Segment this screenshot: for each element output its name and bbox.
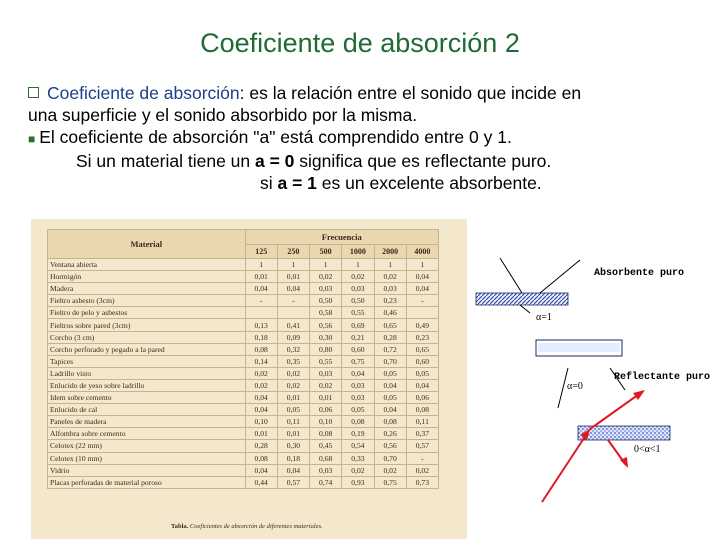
coefficient-cell: 0,55: [342, 307, 374, 319]
label-alpha-1: α=1: [536, 312, 552, 323]
coefficient-cell: 0,08: [245, 343, 277, 355]
coefficient-cell: 0,04: [374, 404, 406, 416]
text-line-5: [28, 172, 708, 194]
coefficient-cell: 0,18: [277, 452, 309, 464]
coefficient-cell: 0,03: [342, 379, 374, 391]
coefficient-cell: 0,75: [374, 476, 406, 488]
material-cell: Vidrio: [48, 464, 246, 476]
table-row: [48, 307, 439, 319]
red-arrow-reflected: [590, 392, 642, 429]
absorbent-transmit-ray: [520, 305, 530, 313]
reflective-band-inner: [538, 343, 620, 352]
coefficient-cell: 0,33: [342, 452, 374, 464]
label-absorbente-puro: Absorbente puro: [594, 268, 685, 279]
coefficient-cell: 0,70: [374, 452, 406, 464]
label-reflectante-puro: Reflectante puro: [614, 372, 711, 383]
coefficient-cell: 0,02: [310, 271, 342, 283]
table-row: [48, 343, 439, 355]
header-freq-250: 250: [277, 245, 309, 259]
red-arrow-incident: [542, 429, 590, 502]
term-coeficiente: Coeficiente de absorción: [47, 83, 240, 103]
coefficient-cell: 0,02: [374, 464, 406, 476]
coefficient-cell: -: [277, 295, 309, 307]
coefficient-cell: 0,05: [342, 404, 374, 416]
material-cell: Hormigón: [48, 271, 246, 283]
absorption-table-image: [31, 219, 467, 539]
material-cell: Paneles de madera: [48, 416, 246, 428]
coefficient-cell: 0,03: [342, 283, 374, 295]
header-freq-125: 125: [245, 245, 277, 259]
header-frecuencia: Frecuencia: [245, 230, 438, 245]
coefficient-cell: -: [245, 295, 277, 307]
coefficient-cell: 0,05: [374, 367, 406, 379]
text-pre-a1: si: [260, 173, 278, 193]
label-alpha-0: α=0: [567, 381, 583, 392]
coefficient-cell: 0,44: [245, 476, 277, 488]
text-line-4: [28, 150, 708, 172]
table-row: [48, 355, 439, 367]
coefficient-cell: 0,68: [310, 452, 342, 464]
text-post-a1: es un excelente absorbente.: [316, 173, 542, 193]
table-caption: Tabla. Coeficientes de absorción de diferentes materiales.: [171, 523, 323, 530]
table-row: [48, 392, 439, 404]
absorbent-incident-ray-2: [540, 260, 580, 293]
table-row: [48, 295, 439, 307]
coefficient-cell: 1: [374, 259, 406, 271]
coefficient-cell: 0,09: [277, 331, 309, 343]
range-text: El coeficiente de absorción "a" está comprendido entre 0 y 1.: [39, 127, 512, 147]
table-row: [48, 452, 439, 464]
coefficient-cell: 0,02: [245, 367, 277, 379]
coefficient-cell: 0,02: [277, 379, 309, 391]
coefficient-cell: 0,19: [342, 428, 374, 440]
coefficient-cell: 0,06: [406, 392, 438, 404]
coefficient-cell: 0,74: [310, 476, 342, 488]
material-cell: Fieltros sobre pared (3cm): [48, 319, 246, 331]
coefficient-cell: 0,02: [277, 367, 309, 379]
table-row: [48, 464, 439, 476]
coefficient-cell: -: [406, 295, 438, 307]
coefficient-cell: [245, 307, 277, 319]
coefficient-cell: 0,80: [310, 343, 342, 355]
coefficient-cell: 1: [406, 259, 438, 271]
coefficient-cell: 1: [277, 259, 309, 271]
table-row: [48, 404, 439, 416]
coefficient-cell: 0,02: [342, 271, 374, 283]
coefficient-cell: 0,02: [406, 464, 438, 476]
body-text: [28, 82, 708, 194]
coefficient-cell: 0,26: [374, 428, 406, 440]
coefficient-cell: 0,08: [245, 452, 277, 464]
text-post-a0: significa que es reflectante puro.: [294, 151, 552, 171]
coefficient-cell: 0,03: [310, 283, 342, 295]
red-arrowhead-2: [633, 390, 645, 400]
coefficient-cell: 0,23: [406, 331, 438, 343]
coefficient-cell: -: [406, 452, 438, 464]
text-line-1: [28, 82, 708, 104]
coefficient-cell: 0,60: [406, 355, 438, 367]
coefficient-cell: 0,02: [374, 271, 406, 283]
coefficient-cell: 0,58: [310, 307, 342, 319]
absorption-table: [47, 229, 439, 489]
coefficient-cell: 0,01: [277, 271, 309, 283]
table-row: [48, 416, 439, 428]
material-cell: Enlucido de cal: [48, 404, 246, 416]
material-cell: Idem sobre cemento: [48, 392, 246, 404]
coefficient-cell: 0,28: [245, 440, 277, 452]
coefficient-cell: 0,41: [277, 319, 309, 331]
coefficient-cell: 0,57: [406, 440, 438, 452]
coefficient-cell: 0,55: [310, 355, 342, 367]
header-freq-500: 500: [310, 245, 342, 259]
definition-text: : es la relación entre el sonido que incide en: [239, 83, 582, 103]
coefficient-cell: 0,04: [277, 283, 309, 295]
coefficient-cell: 0,45: [310, 440, 342, 452]
coefficient-cell: 0,04: [277, 464, 309, 476]
table-row: [48, 476, 439, 488]
coefficient-cell: 0,18: [245, 331, 277, 343]
material-cell: Celotex (10 mm): [48, 452, 246, 464]
coefficient-cell: 0,04: [406, 271, 438, 283]
absorption-diagram: [470, 240, 720, 520]
coefficient-cell: 0,49: [406, 319, 438, 331]
material-cell: Madera: [48, 283, 246, 295]
coefficient-cell: 0,04: [406, 379, 438, 391]
coefficient-cell: 0,01: [277, 428, 309, 440]
coefficient-cell: 1: [245, 259, 277, 271]
coefficient-cell: 0,57: [277, 476, 309, 488]
coefficient-cell: 0,01: [245, 428, 277, 440]
coefficient-cell: 0,10: [245, 416, 277, 428]
text-a1: a = 1: [277, 173, 317, 193]
coefficient-cell: 0,32: [277, 343, 309, 355]
absorbent-incident-ray: [500, 258, 522, 293]
coefficient-cell: 0,08: [374, 416, 406, 428]
table-row: [48, 271, 439, 283]
material-cell: Tapices: [48, 355, 246, 367]
coefficient-cell: 0,05: [374, 392, 406, 404]
coefficient-cell: 0,11: [406, 416, 438, 428]
material-cell: Placas perforadas de material poroso: [48, 476, 246, 488]
checkbox-bullet-icon: [28, 87, 39, 98]
coefficient-cell: 0,03: [342, 392, 374, 404]
coefficient-cell: 0,02: [342, 464, 374, 476]
coefficient-cell: [277, 307, 309, 319]
material-cell: Fieltro asbesto (3cm): [48, 295, 246, 307]
coefficient-cell: 0,13: [245, 319, 277, 331]
coefficient-cell: 0,70: [374, 355, 406, 367]
text-line-3: [28, 126, 708, 150]
coefficient-cell: 0,23: [374, 295, 406, 307]
coefficient-cell: 0,60: [342, 343, 374, 355]
coefficient-cell: 0,04: [245, 464, 277, 476]
table-row: [48, 259, 439, 271]
coefficient-cell: 0,50: [342, 295, 374, 307]
coefficient-cell: 0,03: [374, 283, 406, 295]
coefficient-cell: 0,28: [374, 331, 406, 343]
coefficient-cell: 0,04: [245, 283, 277, 295]
material-cell: Celotex (22 mm): [48, 440, 246, 452]
header-material: Material: [48, 230, 246, 259]
coefficient-cell: 0,08: [342, 416, 374, 428]
coefficient-cell: 0,65: [406, 343, 438, 355]
coefficient-cell: 0,54: [342, 440, 374, 452]
material-cell: Ventana abierta: [48, 259, 246, 271]
text-a0: a = 0: [255, 151, 295, 171]
coefficient-cell: 0,73: [406, 476, 438, 488]
coefficient-cell: 1: [342, 259, 374, 271]
material-cell: Enlucido de yeso sobre ladrillo: [48, 379, 246, 391]
coefficient-cell: 0,10: [310, 416, 342, 428]
coefficient-cell: 0,01: [310, 392, 342, 404]
coefficient-cell: [406, 307, 438, 319]
slide-title: Coeficiente de absorción 2: [200, 28, 520, 58]
coefficient-cell: 0,69: [342, 319, 374, 331]
coefficient-cell: 0,46: [374, 307, 406, 319]
table-row: [48, 319, 439, 331]
coefficient-cell: 0,65: [374, 319, 406, 331]
coefficient-cell: 0,05: [406, 367, 438, 379]
coefficient-cell: 0,30: [277, 440, 309, 452]
coefficient-cell: 0,11: [277, 416, 309, 428]
material-cell: Corcho perforado y pegado a la pared: [48, 343, 246, 355]
material-cell: Ladrillo visto: [48, 367, 246, 379]
coefficient-cell: 0,37: [406, 428, 438, 440]
coefficient-cell: 0,03: [310, 367, 342, 379]
material-cell: Fieltro de pelo y asbestos: [48, 307, 246, 319]
coefficient-cell: 0,30: [310, 331, 342, 343]
header-freq-1000: 1000: [342, 245, 374, 259]
coefficient-cell: 0,04: [245, 404, 277, 416]
coefficient-cell: 0,03: [310, 464, 342, 476]
coefficient-cell: 0,02: [245, 379, 277, 391]
text-pre-a0: Si un material tiene un: [76, 151, 255, 171]
table-row: [48, 440, 439, 452]
coefficient-cell: 0,01: [245, 271, 277, 283]
coefficient-cell: 0,56: [310, 319, 342, 331]
coefficient-cell: 0,01: [277, 392, 309, 404]
coefficient-cell: 0,06: [310, 404, 342, 416]
header-freq-2000: 2000: [374, 245, 406, 259]
coefficient-cell: 0,04: [374, 379, 406, 391]
table-row: [48, 331, 439, 343]
absorbent-band: [476, 293, 568, 305]
coefficient-cell: 0,04: [406, 283, 438, 295]
coefficient-cell: 0,21: [342, 331, 374, 343]
label-alpha-between: 0<α<1: [634, 444, 661, 455]
table-row: [48, 379, 439, 391]
material-cell: Corcho (3 cm): [48, 331, 246, 343]
coefficient-cell: 0,08: [406, 404, 438, 416]
material-cell: Alfombra sobre cemento: [48, 428, 246, 440]
header-freq-4000: 4000: [406, 245, 438, 259]
table-row: [48, 428, 439, 440]
coefficient-cell: 0,04: [245, 392, 277, 404]
coefficient-cell: 0,05: [277, 404, 309, 416]
coefficient-cell: 0,75: [342, 355, 374, 367]
coefficient-cell: 0,50: [310, 295, 342, 307]
coefficient-cell: 0,14: [245, 355, 277, 367]
coefficient-cell: 0,35: [277, 355, 309, 367]
text-line-2: una superficie y el sonido absorbido por la misma.: [28, 105, 418, 125]
coefficient-cell: 0,04: [342, 367, 374, 379]
coefficient-cell: 0,56: [374, 440, 406, 452]
coefficient-cell: 1: [310, 259, 342, 271]
coefficient-cell: 0,72: [374, 343, 406, 355]
square-bullet-icon: ■: [28, 132, 36, 146]
coefficient-cell: 0,02: [310, 379, 342, 391]
table-row: [48, 367, 439, 379]
coefficient-cell: 0,08: [310, 428, 342, 440]
coefficient-cell: 0,93: [342, 476, 374, 488]
table-row: [48, 283, 439, 295]
